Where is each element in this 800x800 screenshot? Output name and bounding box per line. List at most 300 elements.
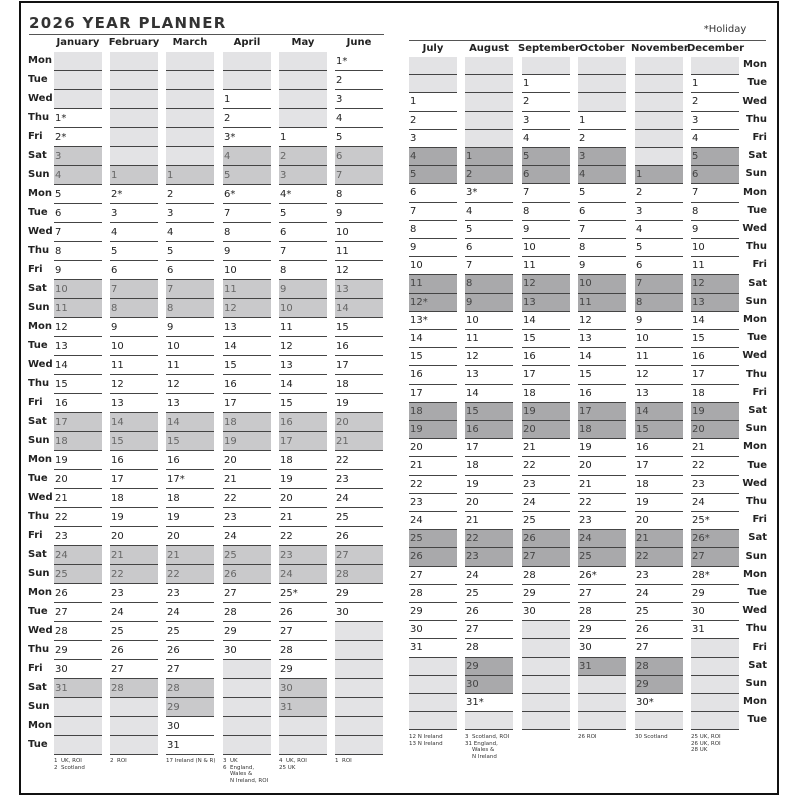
weekday-label: Fri <box>28 662 43 674</box>
holiday-footnote: 30 Scotland <box>635 734 668 740</box>
day-cell: 17 <box>335 356 383 375</box>
day-cell: 15 <box>54 375 102 394</box>
day-cell: 25 <box>335 508 383 527</box>
weekday-label: Sat <box>28 548 47 560</box>
month-header: October <box>579 43 625 54</box>
day-cell: 30 <box>691 603 739 621</box>
weekday-label: Sun <box>28 700 50 712</box>
empty-cell <box>166 128 214 147</box>
day-cell: 4* <box>279 185 327 204</box>
day-cell: 22 <box>335 451 383 470</box>
empty-cell <box>691 57 739 75</box>
day-cell: 1* <box>335 52 383 71</box>
day-cell: 10 <box>691 239 739 257</box>
weekday-label: Thu <box>28 643 50 655</box>
day-cell: 11 <box>522 257 570 275</box>
day-cell: 4 <box>691 130 739 148</box>
day-cell: 19 <box>522 403 570 421</box>
weekday-label: Mon <box>743 59 767 71</box>
day-cell: 2 <box>335 71 383 90</box>
empty-cell <box>691 694 739 712</box>
day-cell: 2* <box>110 185 158 204</box>
day-cell: 9 <box>465 294 513 312</box>
day-cell: 23 <box>578 512 626 530</box>
day-cell: 10 <box>54 280 102 299</box>
empty-cell <box>465 75 513 93</box>
weekday-label: Tue <box>28 339 48 351</box>
empty-cell <box>522 621 570 639</box>
day-cell: 18 <box>110 489 158 508</box>
day-cell: 12 <box>635 366 683 384</box>
empty-cell <box>409 694 457 712</box>
day-cell: 27 <box>691 548 739 566</box>
month-header: August <box>469 43 509 54</box>
weekday-label: Sun <box>745 168 767 180</box>
empty-cell <box>223 717 271 736</box>
weekday-label: Sun <box>28 301 50 313</box>
day-cell: 9 <box>409 239 457 257</box>
day-cell: 19 <box>409 421 457 439</box>
day-cell: 29 <box>166 698 214 717</box>
day-cell: 17 <box>635 457 683 475</box>
weekday-label: Mon <box>743 696 767 708</box>
month-header: May <box>291 37 315 48</box>
weekday-label: Mon <box>28 586 52 598</box>
day-cell: 4 <box>409 148 457 166</box>
day-cell: 18 <box>335 375 383 394</box>
weekday-label: Thu <box>28 111 50 123</box>
day-cell: 20 <box>465 494 513 512</box>
empty-cell <box>110 147 158 166</box>
day-cell: 22 <box>409 476 457 494</box>
day-cell: 30 <box>223 641 271 660</box>
day-cell: 11 <box>335 242 383 261</box>
day-cell: 9 <box>522 221 570 239</box>
empty-cell <box>110 128 158 147</box>
day-cell: 9 <box>635 312 683 330</box>
day-cell: 22 <box>578 494 626 512</box>
day-cell: 8 <box>223 223 271 242</box>
day-cell: 30 <box>522 603 570 621</box>
day-cell: 31 <box>691 621 739 639</box>
day-cell: 6 <box>465 239 513 257</box>
holiday-footnote: 26 ROI <box>578 734 597 740</box>
weekday-label: Sun <box>745 677 767 689</box>
day-cell: 11 <box>578 294 626 312</box>
day-cell: 25 <box>522 512 570 530</box>
day-cell: 30 <box>279 679 327 698</box>
day-cell: 31 <box>578 658 626 676</box>
holiday-footnote: 17 Ireland (N & R) <box>166 758 216 764</box>
day-cell: 22 <box>635 548 683 566</box>
day-cell: 13 <box>578 330 626 348</box>
weekday-label: Sat <box>28 282 47 294</box>
day-cell: 15 <box>335 318 383 337</box>
day-cell: 7 <box>578 221 626 239</box>
day-cell: 16 <box>635 439 683 457</box>
day-cell: 18 <box>578 421 626 439</box>
day-cell: 19 <box>465 476 513 494</box>
day-cell: 12 <box>465 348 513 366</box>
day-cell: 5 <box>223 166 271 185</box>
day-cell: 29 <box>335 584 383 603</box>
empty-cell <box>522 676 570 694</box>
empty-cell <box>522 694 570 712</box>
empty-cell <box>279 109 327 128</box>
day-cell: 27 <box>465 621 513 639</box>
empty-cell <box>279 717 327 736</box>
day-cell: 16 <box>223 375 271 394</box>
holiday-footnote: 12 N Ireland 13 N Ireland <box>409 734 443 747</box>
empty-cell <box>166 90 214 109</box>
empty-cell <box>409 57 457 75</box>
day-cell: 23 <box>279 546 327 565</box>
weekday-label: Sat <box>748 150 767 162</box>
empty-cell <box>110 736 158 755</box>
day-cell: 5 <box>409 166 457 184</box>
day-cell: 26 <box>279 603 327 622</box>
day-cell: 27 <box>409 567 457 585</box>
day-cell: 8 <box>409 221 457 239</box>
day-cell: 29 <box>279 660 327 679</box>
empty-cell <box>335 660 383 679</box>
day-cell: 27 <box>335 546 383 565</box>
day-cell: 16 <box>166 451 214 470</box>
day-cell: 24 <box>635 585 683 603</box>
day-cell: 3 <box>691 112 739 130</box>
day-cell: 24 <box>522 494 570 512</box>
day-cell: 3 <box>635 203 683 221</box>
day-cell: 22 <box>691 457 739 475</box>
empty-cell <box>54 71 102 90</box>
holiday-footnote: 3 Scotland, ROI 31 England, Wales & N Ireland <box>465 734 510 760</box>
empty-cell <box>166 52 214 71</box>
weekday-label: Sun <box>745 550 767 562</box>
day-cell: 6 <box>691 166 739 184</box>
day-cell: 5 <box>54 185 102 204</box>
day-cell: 29 <box>522 585 570 603</box>
empty-cell <box>54 90 102 109</box>
holiday-legend: *Holiday <box>703 24 747 35</box>
day-cell: 20 <box>335 413 383 432</box>
day-cell: 31 <box>166 736 214 755</box>
empty-cell <box>465 57 513 75</box>
day-cell: 2 <box>166 185 214 204</box>
day-cell: 12 <box>522 275 570 293</box>
day-cell: 28 <box>279 641 327 660</box>
weekday-label: Wed <box>742 222 767 234</box>
day-cell: 4 <box>110 223 158 242</box>
day-cell: 16 <box>279 413 327 432</box>
weekday-label: Mon <box>743 186 767 198</box>
day-cell: 6 <box>409 184 457 202</box>
day-cell: 4 <box>223 147 271 166</box>
day-cell: 12 <box>110 375 158 394</box>
empty-cell <box>409 75 457 93</box>
day-cell: 24 <box>166 603 214 622</box>
day-cell: 11 <box>465 330 513 348</box>
day-cell: 15 <box>635 421 683 439</box>
day-cell: 24 <box>279 565 327 584</box>
day-cell: 2 <box>635 184 683 202</box>
day-cell: 13* <box>409 312 457 330</box>
day-cell: 28 <box>223 603 271 622</box>
day-cell: 30 <box>578 639 626 657</box>
empty-cell <box>522 712 570 730</box>
weekday-label: Thu <box>745 241 767 253</box>
day-cell: 3 <box>54 147 102 166</box>
day-cell: 6* <box>223 185 271 204</box>
day-cell: 5 <box>465 221 513 239</box>
day-cell: 30 <box>335 603 383 622</box>
day-cell: 4 <box>166 223 214 242</box>
empty-cell <box>578 712 626 730</box>
day-cell: 27 <box>166 660 214 679</box>
weekday-label: Fri <box>752 386 767 398</box>
day-cell: 2* <box>54 128 102 147</box>
day-cell: 24 <box>110 603 158 622</box>
day-cell: 4 <box>522 130 570 148</box>
day-cell: 12 <box>166 375 214 394</box>
weekday-label: Wed <box>742 350 767 362</box>
day-cell: 9 <box>279 280 327 299</box>
weekday-label: Thu <box>28 244 50 256</box>
holiday-footnote: 2 ROI <box>110 758 127 764</box>
day-cell: 21 <box>465 512 513 530</box>
day-cell: 21 <box>166 546 214 565</box>
month-header: November <box>631 43 689 54</box>
day-cell: 9 <box>110 318 158 337</box>
day-cell: 10 <box>635 330 683 348</box>
day-cell: 19 <box>166 508 214 527</box>
day-cell: 22 <box>166 565 214 584</box>
day-cell: 23 <box>335 470 383 489</box>
day-cell: 30 <box>54 660 102 679</box>
day-cell: 11 <box>166 356 214 375</box>
day-cell: 16 <box>409 366 457 384</box>
day-cell: 17 <box>465 439 513 457</box>
weekday-label: Mon <box>28 54 52 66</box>
day-cell: 19 <box>578 439 626 457</box>
weekday-label: Sat <box>748 659 767 671</box>
empty-cell <box>409 712 457 730</box>
day-cell: 29 <box>691 585 739 603</box>
empty-cell <box>635 130 683 148</box>
day-cell: 29 <box>409 603 457 621</box>
day-cell: 1 <box>279 128 327 147</box>
empty-cell <box>335 622 383 641</box>
weekday-label: Tue <box>28 738 48 750</box>
day-cell: 17 <box>223 394 271 413</box>
empty-cell <box>110 717 158 736</box>
day-cell: 27 <box>54 603 102 622</box>
day-cell: 22 <box>54 508 102 527</box>
weekday-label: Sat <box>28 681 47 693</box>
day-cell: 1* <box>54 109 102 128</box>
day-cell: 3 <box>409 130 457 148</box>
month-header: April <box>233 37 261 48</box>
day-cell: 19 <box>691 403 739 421</box>
empty-cell <box>522 639 570 657</box>
weekday-label: Tue <box>28 472 48 484</box>
day-cell: 18 <box>279 451 327 470</box>
day-cell: 5 <box>110 242 158 261</box>
day-cell: 20 <box>279 489 327 508</box>
weekday-label: Tue <box>747 586 767 598</box>
weekday-label: Thu <box>745 368 767 380</box>
weekday-label: Sat <box>28 149 47 161</box>
weekday-label: Sat <box>748 277 767 289</box>
day-cell: 18 <box>691 385 739 403</box>
day-cell: 13 <box>54 337 102 356</box>
day-cell: 23 <box>691 476 739 494</box>
day-cell: 16 <box>110 451 158 470</box>
day-cell: 23 <box>54 527 102 546</box>
day-cell: 31 <box>54 679 102 698</box>
day-cell: 7 <box>522 184 570 202</box>
day-cell: 23 <box>223 508 271 527</box>
day-cell: 24 <box>409 512 457 530</box>
day-cell: 3 <box>110 204 158 223</box>
month-header: March <box>172 37 208 48</box>
day-cell: 19 <box>335 394 383 413</box>
day-cell: 25* <box>691 512 739 530</box>
day-cell: 27 <box>279 622 327 641</box>
day-cell: 21 <box>522 439 570 457</box>
day-cell: 10 <box>578 275 626 293</box>
empty-cell <box>110 109 158 128</box>
empty-cell <box>110 698 158 717</box>
day-cell: 9 <box>578 257 626 275</box>
weekday-label: Sun <box>28 168 50 180</box>
day-cell: 19 <box>635 494 683 512</box>
day-cell: 30 <box>465 676 513 694</box>
day-cell: 14 <box>166 413 214 432</box>
day-cell: 28 <box>465 639 513 657</box>
day-cell: 28 <box>409 585 457 603</box>
empty-cell <box>635 93 683 111</box>
day-cell: 16 <box>522 348 570 366</box>
day-cell: 21 <box>635 530 683 548</box>
day-cell: 29 <box>578 621 626 639</box>
day-cell: 13 <box>691 294 739 312</box>
day-cell: 12 <box>223 299 271 318</box>
day-cell: 24 <box>54 546 102 565</box>
day-cell: 18 <box>522 385 570 403</box>
day-cell: 22 <box>522 457 570 475</box>
day-cell: 20 <box>635 512 683 530</box>
day-cell: 28 <box>635 658 683 676</box>
day-cell: 21 <box>691 439 739 457</box>
day-cell: 1 <box>465 148 513 166</box>
day-cell: 19 <box>223 432 271 451</box>
day-cell: 23 <box>409 494 457 512</box>
empty-cell <box>335 641 383 660</box>
day-cell: 17 <box>279 432 327 451</box>
day-cell: 6 <box>578 203 626 221</box>
weekday-label: Wed <box>742 477 767 489</box>
day-cell: 13 <box>166 394 214 413</box>
weekday-label: Thu <box>28 510 50 522</box>
day-cell: 9 <box>335 204 383 223</box>
day-cell: 25 <box>166 622 214 641</box>
weekday-label: Tue <box>747 77 767 89</box>
empty-cell <box>691 639 739 657</box>
holiday-footnote: 3 UK 6 England, Wales & N Ireland, ROI <box>223 758 269 784</box>
day-cell: 8 <box>635 294 683 312</box>
day-cell: 27 <box>223 584 271 603</box>
day-cell: 7 <box>54 223 102 242</box>
day-cell: 15 <box>522 330 570 348</box>
day-cell: 25 <box>465 585 513 603</box>
day-cell: 7 <box>223 204 271 223</box>
day-cell: 28* <box>691 567 739 585</box>
day-cell: 24 <box>335 489 383 508</box>
empty-cell <box>691 676 739 694</box>
empty-cell <box>223 679 271 698</box>
day-cell: 17 <box>110 470 158 489</box>
day-cell: 12 <box>578 312 626 330</box>
empty-cell <box>691 658 739 676</box>
day-cell: 4 <box>335 109 383 128</box>
day-cell: 15 <box>465 403 513 421</box>
weekday-label: Wed <box>28 225 53 237</box>
day-cell: 21 <box>279 508 327 527</box>
day-cell: 10 <box>110 337 158 356</box>
day-cell: 26* <box>691 530 739 548</box>
day-cell: 11 <box>110 356 158 375</box>
day-cell: 30 <box>166 717 214 736</box>
weekday-label: Sat <box>748 532 767 544</box>
day-cell: 26 <box>223 565 271 584</box>
day-cell: 20 <box>166 527 214 546</box>
weekday-label: Fri <box>752 641 767 653</box>
day-cell: 17* <box>166 470 214 489</box>
day-cell: 14 <box>110 413 158 432</box>
day-cell: 22 <box>223 489 271 508</box>
day-cell: 20 <box>223 451 271 470</box>
day-cell: 10 <box>223 261 271 280</box>
day-cell: 26 <box>409 548 457 566</box>
day-cell: 26 <box>335 527 383 546</box>
day-cell: 26 <box>54 584 102 603</box>
day-cell: 15 <box>578 366 626 384</box>
day-cell: 9 <box>54 261 102 280</box>
empty-cell <box>54 736 102 755</box>
weekday-label: Sat <box>28 415 47 427</box>
day-cell: 21 <box>54 489 102 508</box>
day-cell: 20 <box>522 421 570 439</box>
day-cell: 4 <box>465 203 513 221</box>
empty-cell <box>635 57 683 75</box>
day-cell: 1 <box>691 75 739 93</box>
day-cell: 2 <box>223 109 271 128</box>
day-cell: 23 <box>522 476 570 494</box>
day-cell: 7 <box>635 275 683 293</box>
day-cell: 26 <box>635 621 683 639</box>
day-cell: 25 <box>578 548 626 566</box>
day-cell: 7 <box>279 242 327 261</box>
empty-cell <box>578 93 626 111</box>
day-cell: 8 <box>110 299 158 318</box>
weekday-label: Thu <box>745 623 767 635</box>
day-cell: 10 <box>335 223 383 242</box>
day-cell: 23 <box>465 548 513 566</box>
weekday-label: Mon <box>28 187 52 199</box>
weekday-label: Thu <box>28 377 50 389</box>
day-cell: 26 <box>522 530 570 548</box>
day-cell: 18 <box>54 432 102 451</box>
